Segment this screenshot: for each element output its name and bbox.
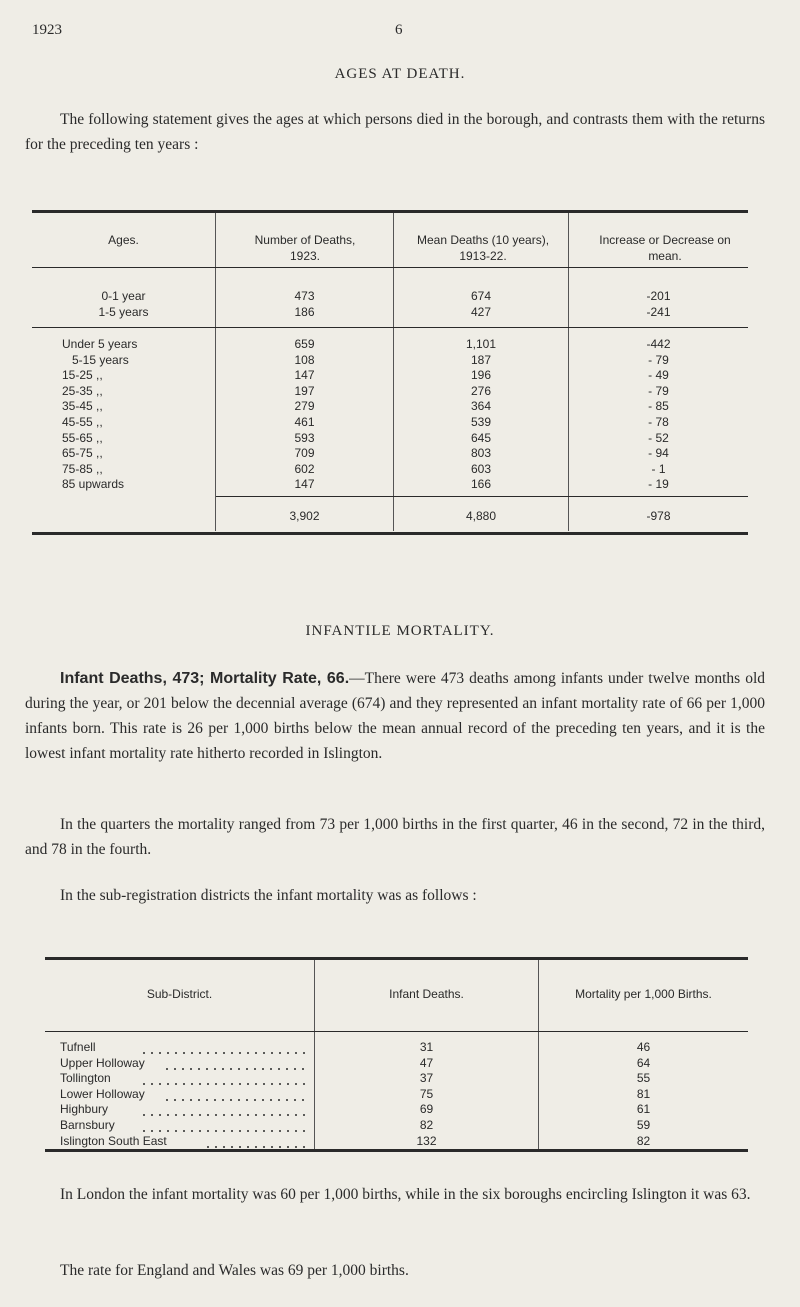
ages-title: AGES AT DEATH.	[334, 66, 466, 82]
infantile-para1-text: —There were 473 deaths among infants under twelve months old during the year, or 201 below the decennial average (674) and they represented an infant mortality rate of 66 per 1,000 infants born. This rate is 26 per 1,000 births below the mean annual record of the preceding ten years, and it is the lowest infant mortality rate hitherto recorded in Islington.	[25, 670, 765, 762]
infantile-para1	[25, 666, 765, 766]
mean-value: 1,101	[465, 337, 497, 351]
infant-deaths-value: 47	[419, 1055, 434, 1070]
age-label: 5-15 years	[72, 352, 129, 367]
mortality-rate-value: 81	[636, 1086, 651, 1101]
age-label: 25-35 ,,	[62, 383, 103, 398]
mortality-rate-value: 64	[636, 1055, 651, 1070]
diff-value: - 78	[648, 415, 669, 429]
infant-deaths-value: 75	[419, 1086, 434, 1101]
infantile-para2: In the quarters the mortality ranged from 73 per 1,000 births in the first quarter, 46 in the second, 72 in the third, and 78 in the fourth.	[25, 816, 765, 858]
mean-value: 166	[470, 477, 492, 492]
page-year: 1923	[32, 22, 62, 38]
mortality-rate-value: 82	[636, 1133, 651, 1148]
col-header-deaths: Number of Deaths, 1923.	[254, 233, 356, 263]
col-header-diff: Increase or Decrease on mean.	[599, 233, 731, 263]
col-header-subdistrict: Sub-District.	[146, 987, 213, 1001]
diff-value: - 52	[648, 430, 669, 445]
mean-value: 603	[470, 461, 492, 476]
total-deaths: 3,902	[289, 509, 320, 523]
age-label: 85 upwards	[62, 477, 125, 492]
age-label: 45-55 ,,	[62, 415, 103, 429]
diff-value: - 19	[648, 477, 669, 492]
dot-leader	[140, 1040, 308, 1054]
age-label: 55-65 ,,	[62, 430, 103, 445]
diff-value: - 1	[651, 461, 666, 476]
diff-value: - 85	[648, 399, 669, 414]
deaths-value: 473	[294, 289, 315, 303]
ages-intro: The following statement gives the ages at which persons died in the borough, and contrasts them with the returns for the preceding ten years :	[25, 111, 765, 153]
mean-value: 364	[470, 399, 492, 414]
col-header-mortality: Mortality per 1,000 Births.	[575, 987, 712, 1001]
diff-value: - 94	[648, 446, 669, 461]
page-number: 6	[395, 22, 403, 38]
infant-deaths-value: 82	[419, 1118, 434, 1132]
mean-value: 645	[470, 430, 492, 445]
col-header-infant-deaths: Infant Deaths.	[389, 987, 464, 1001]
deaths-value: 197	[294, 383, 315, 398]
deaths-value: 186	[294, 305, 315, 319]
dot-leader	[140, 1102, 308, 1116]
mean-value: 427	[470, 305, 492, 319]
mean-value: 674	[470, 289, 492, 303]
deaths-value: 108	[294, 352, 315, 367]
deaths-value: 593	[294, 430, 315, 445]
age-label: 1-5 years	[98, 305, 149, 319]
infant-deaths-value: 37	[419, 1071, 434, 1086]
diff-value: - 79	[648, 383, 669, 398]
mean-value: 803	[470, 446, 492, 461]
infantile-title: INFANTILE MORTALITY.	[305, 623, 495, 639]
col-header-mean: Mean Deaths (10 years), 1913-22.	[416, 233, 550, 263]
deaths-value: 279	[294, 399, 315, 414]
mortality-rate-value: 55	[636, 1071, 651, 1086]
total-diff: -978	[646, 509, 671, 523]
diff-value: - 79	[648, 352, 669, 367]
deaths-value: 461	[294, 415, 315, 429]
mean-value: 187	[470, 352, 492, 367]
deaths-value: 659	[294, 337, 315, 351]
col-header-ages: Ages.	[108, 233, 139, 247]
diff-value: -442	[646, 337, 671, 351]
dot-leader	[204, 1134, 308, 1148]
mortality-rate-value: 46	[636, 1040, 651, 1054]
age-label: 0-1 year	[101, 289, 146, 303]
mean-value: 539	[470, 415, 492, 429]
district-label: Islington South East	[60, 1133, 167, 1148]
district-label: Highbury	[60, 1102, 109, 1117]
infant-deaths-value: 31	[419, 1040, 434, 1054]
deaths-value: 147	[294, 477, 315, 492]
deaths-value: 709	[294, 446, 315, 461]
diff-value: -201	[646, 289, 671, 303]
district-label: Upper Holloway	[60, 1055, 145, 1070]
infantile-para5: The rate for England and Wales was 69 per 1,000 births.	[60, 1262, 409, 1279]
age-label: 65-75 ,,	[62, 446, 103, 461]
deaths-value: 147	[294, 368, 315, 383]
district-label: Lower Holloway	[60, 1086, 145, 1101]
infant-deaths-value: 69	[419, 1102, 434, 1117]
mortality-rate-value: 61	[636, 1102, 651, 1117]
age-label: 15-25 ,,	[62, 368, 103, 383]
diff-value: - 49	[648, 368, 669, 383]
diff-value: -241	[646, 305, 671, 319]
total-mean: 4,880	[465, 509, 497, 523]
infantile-lead: Infant Deaths, 473; Mortality Rate, 66.	[60, 670, 350, 687]
district-label: Barnsbury	[60, 1118, 115, 1132]
age-label: 75-85 ,,	[62, 461, 103, 476]
dot-leader	[163, 1087, 308, 1101]
mean-value: 276	[470, 383, 492, 398]
infantile-para3: In the sub-registration districts the infant mortality was as follows :	[60, 887, 477, 904]
deaths-value: 602	[294, 461, 315, 476]
district-label: Tollington	[60, 1071, 111, 1086]
dot-leader	[163, 1056, 308, 1070]
district-label: Tufnell	[60, 1040, 96, 1054]
infantile-para4: In London the infant mortality was 60 per 1,000 births, while in the six boroughs encircling Islington it was 63.	[60, 1186, 751, 1203]
age-label: 35-45 ,,	[62, 399, 103, 414]
age-label: Under 5 years	[62, 337, 138, 351]
dot-leader	[140, 1071, 308, 1085]
mortality-rate-value: 59	[636, 1118, 651, 1132]
dot-leader	[140, 1118, 308, 1132]
infant-deaths-value: 132	[416, 1133, 437, 1148]
mean-value: 196	[470, 368, 492, 383]
